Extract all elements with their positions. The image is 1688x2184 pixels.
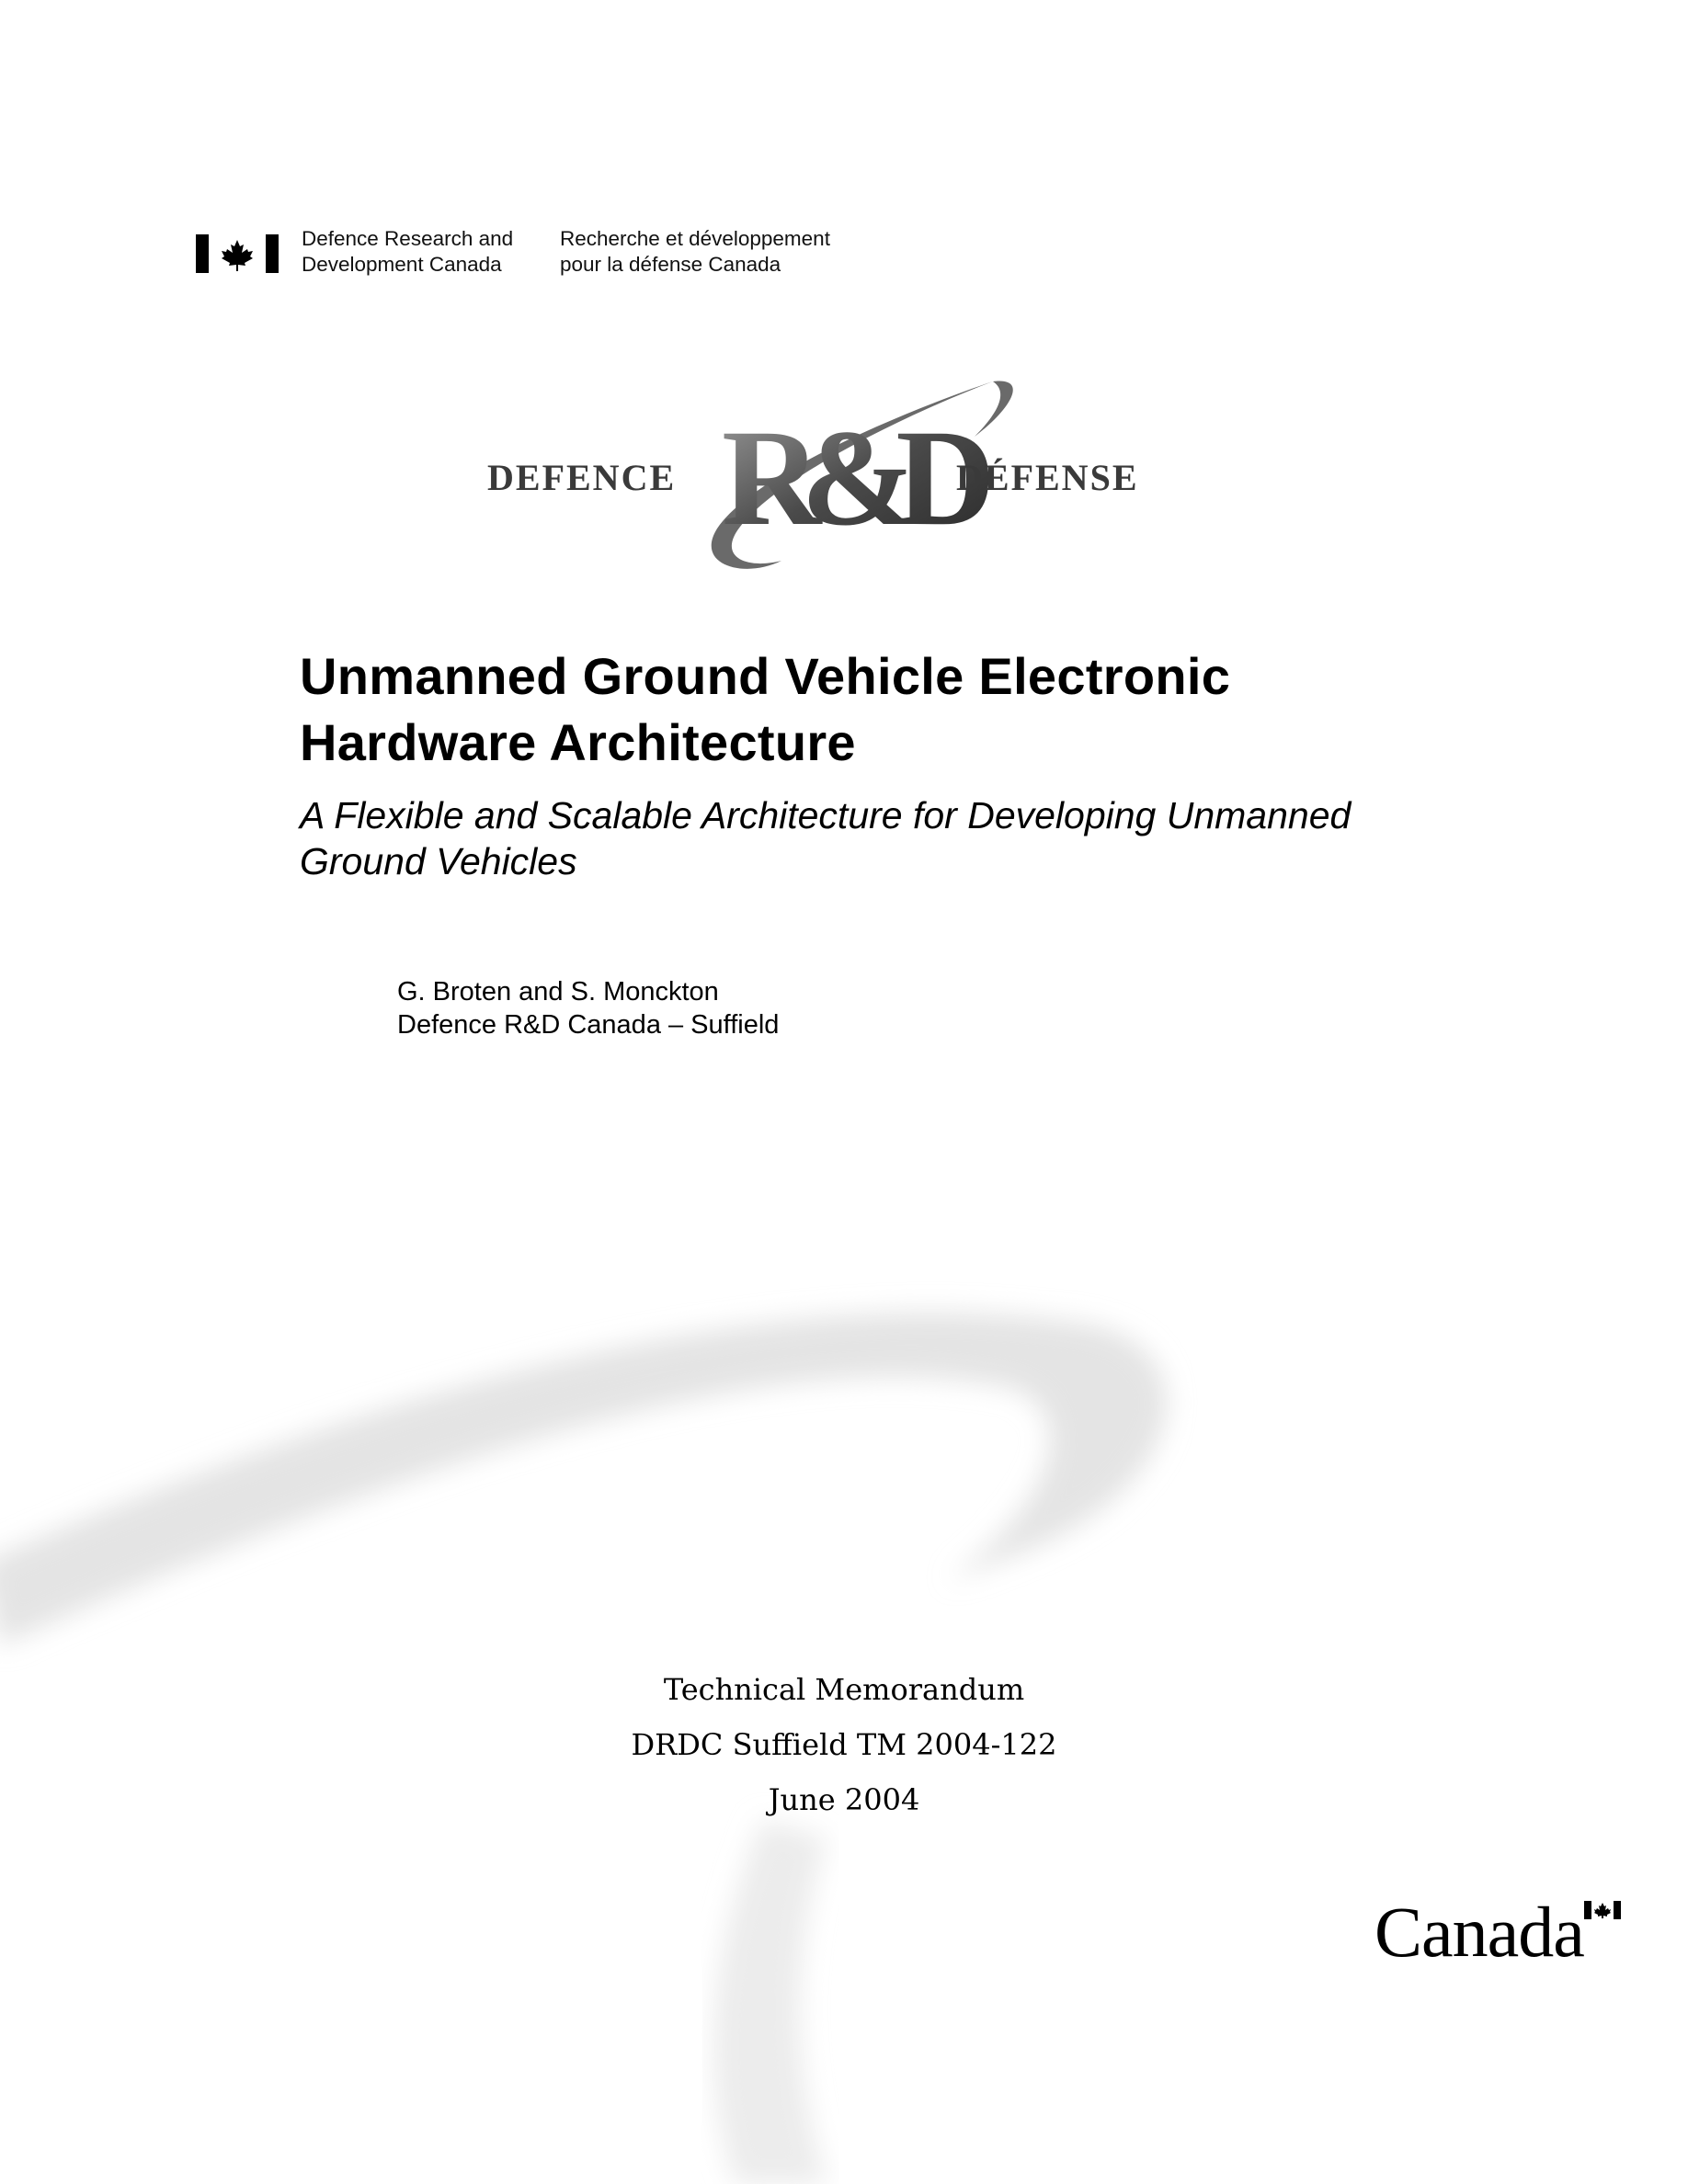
report-number: DRDC Suffield TM 2004-122 — [631, 1727, 1057, 1762]
fip-signature-french — [560, 226, 830, 278]
fip-fr-line1: Recherche et développement — [560, 227, 830, 250]
document-title — [300, 643, 1513, 776]
report-date: June 2004 — [768, 1782, 920, 1817]
canada-wordmark-flag-icon — [1584, 1901, 1621, 1919]
canada-wordmark-logo — [1374, 1892, 1632, 1972]
author-affiliation: Defence R&D Canada – Suffield — [397, 1010, 780, 1040]
fip-en-line2: Development Canada — [302, 253, 502, 276]
canada-wordmark-text: Canada — [1374, 1892, 1584, 1972]
title-line-2: Hardware Architecture — [300, 713, 856, 771]
title-line-1: Unmanned Ground Vehicle Electronic — [300, 647, 1231, 705]
canada-flag-icon — [196, 234, 279, 273]
logo-left-word: DEFENCE — [487, 457, 677, 498]
defence-rd-logo — [478, 372, 1177, 593]
fip-fr-line2: pour la défense Canada — [560, 253, 781, 276]
logo-right-word: DÉFENSE — [956, 457, 1139, 498]
author-block — [397, 975, 779, 1041]
logo-monogram: R&D — [722, 402, 975, 554]
subtitle-line-1: A Flexible and Scalable Architecture for Developing Unmanned — [300, 794, 1352, 836]
report-info — [522, 1664, 1166, 1829]
fip-signature-english — [302, 226, 513, 278]
subtitle-line-2: Ground Vehicles — [300, 840, 577, 882]
report-type: Technical Memorandum — [663, 1672, 1025, 1707]
author-names: G. Broten and S. Monckton — [397, 977, 719, 1007]
fip-en-line1: Defence Research and — [302, 227, 514, 250]
document-subtitle — [300, 792, 1513, 884]
